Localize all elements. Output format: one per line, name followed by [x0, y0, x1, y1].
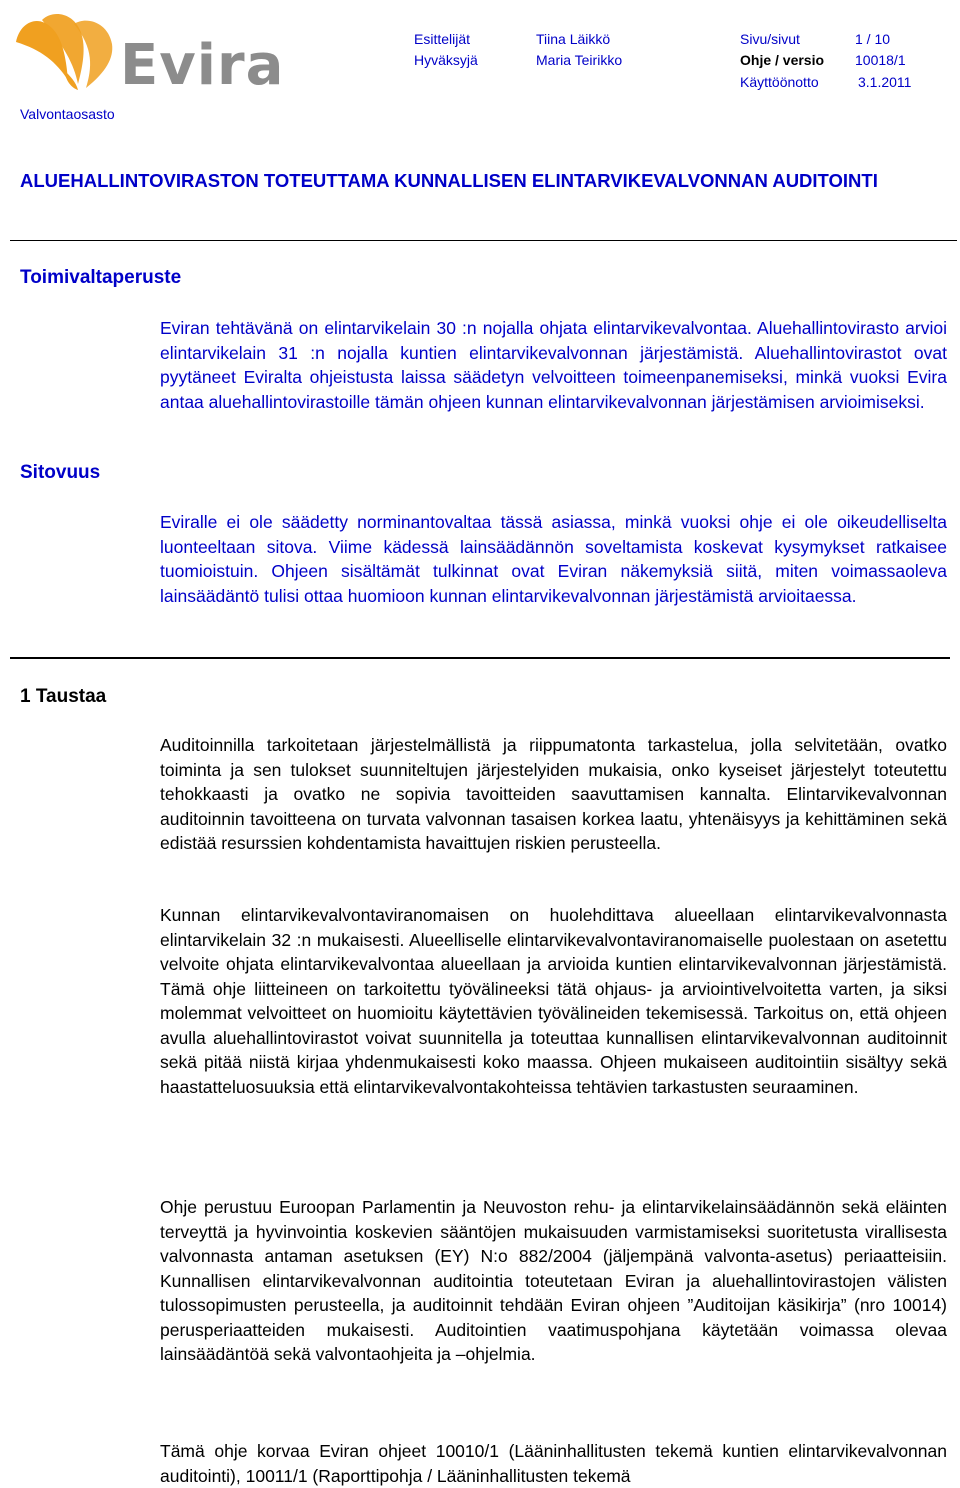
background-paragraph: Tämä ohje korvaa Eviran ohjeet 10010/1 (Lääninhallitusten tekemä kuntien elintarvikevalvonnan auditointi), 10011/1 (Raporttipohja / Lääninhallitusten tekemä — [160, 1441, 947, 1486]
logo-wordmark: Evira — [120, 33, 285, 98]
author-value: Tiina Läikkö — [536, 31, 611, 47]
background-paragraph: Auditoinnilla tarkoitetaan järjestelmällistä ja riippumatonta tarkastelua, jolla selvitetään, ovatko toiminta ja sen tulokset suunniteltujen järjestelyiden mukaisia, onko kyseiset järjestelyt toteutettu tehokkaasti ja ovatko ne sopivia tavoitteiden saavuttamisen kannalta. Elintarvikevalvonnan auditoinnin tavoitteena on turvata valvonnan tasaisen korkea laatu, yhtenäisyys ja kehittäminen sekä edistää resurssien kohdentamista havaittujen riskien perusteella. — [160, 735, 947, 853]
version-label: Ohje / versio — [740, 52, 825, 68]
version-value: 10018/1 — [855, 52, 906, 68]
document-title: ALUEHALLINTOVIRASTON TOTEUTTAMA KUNNALLISEN ELINTARVIKEVALVONNAN AUDITOINTI — [20, 170, 878, 191]
binding-paragraph: Eviralle ei ole säädetty norminantovaltaa tässä asiassa, minkä vuoksi ohje ei ole oikeudelliselta luonteeltaan sitova. Viime kädessä lainsäädännön soveltamista koskevat kysymykset ratkaisee tuomioistuin. Ohjeen sisältämät tulkinnat ovat Eviran näkemyksiä siitä, miten voimassaoleva lainsäädäntö tulisi ottaa huomioon kunnan elintarvikevalvonnan järjestämistä arvioitaessa. — [160, 512, 947, 606]
authority-paragraph: Eviran tehtävänä on elintarvikelain 30 :n nojalla ohjata elintarvikevalvontaa. Aluehallintovirasto arvioi elintarvikelain 31 :n nojalla kuntien elintarvikevalvonnan järjestämistä. Aluehallintovirastot ovat pyytäneet Eviralta ohjeistusta laissa säädetyn velvoitteen toimeenpanemiseksi, minkä vuoksi Evira antaa aluehallintovirastoille tämän ohjeen kunnan elintarvikevalvonnan järjestämisen arvioimiseksi. — [160, 318, 947, 412]
approver-label: Hyväksyjä — [414, 52, 478, 68]
page-label: Sivu/sivut — [740, 31, 800, 47]
page-value: 1 / 10 — [855, 31, 891, 47]
author-label: Esittelijät — [414, 31, 471, 47]
background-paragraph: Kunnan elintarvikevalvontaviranomaisen on huolehdittava alueellaan elintarvikevalvonnasta elintarvikelain 32 :n mukaisesti. Alueelliselle elintarvikevalvontaviranomaiselle puolestaan on asetettu velvoite ohjata elintarvikevalvontaa alueellaan ja arvioida kuntien elintarvikevalvonnan järjestämistä. Tämä ohje liitteineen on tarkoitettu työvälineeksi tätä ohjaus- ja arviointivelvoitetta varten, ja siksi molemmat velvoitteet on huomioitu käytettävien työvälineiden tekemisessä. Tarkoitus on, että ohjeen avulla aluehallintovirastot voivat suunnitella ja toteuttaa kunnallisen elintarvikevalvonnan auditoinnit sekä pitää niistä kirjaa yhdenmukaisesti koko maassa. Ohjeen mukaiseen auditointiin sisältyy sekä haastatteluosuuksia että elintarvikevalvontakohteissa tehtävien tarkastusten seuraaminen. — [160, 905, 947, 1097]
background-heading: 1 Taustaa — [20, 686, 107, 707]
adoption-label: Käyttöönotto — [740, 74, 819, 90]
evira-leaf-icon — [16, 14, 112, 90]
approver-value: Maria Teirikko — [536, 52, 623, 68]
binding-heading: Sitovuus — [20, 462, 101, 483]
department-label: Valvontaosasto — [20, 106, 115, 122]
background-paragraph: Ohje perustuu Euroopan Parlamentin ja Neuvoston rehu- ja elintarvikelainsäädännön sekä eläinten terveyttä ja hyvinvointia koskevien sääntöjen mukaisuuden varmistamiseksi suoritetusta virallisesta valvonnasta antaman asetuksen (EY) N:o 882/2004 (jäljempänä valvonta-asetus) periaatteisiin. Kunnallisen elintarvikevalvonnan auditointia toteutetaan Eviran ja aluehallintovirastojen välisten tulossopimusten perusteella, ja auditoinnit tehdään Eviran ohjeen ”Auditoijan käsikirja” (nro 10014) perusperiaatteiden mukaisesti. Auditointien vaatimuspohjana käytetään voimassa olevaa lainsäädäntöä sekä valvontaohjeita ja –ohjelmia. — [160, 1197, 947, 1364]
adoption-value: 3.1.2011 — [858, 74, 912, 90]
authority-heading: Toimivaltaperuste — [20, 267, 182, 288]
evira-logo — [12, 8, 285, 98]
section-divider — [10, 657, 950, 659]
title-divider — [10, 240, 957, 241]
